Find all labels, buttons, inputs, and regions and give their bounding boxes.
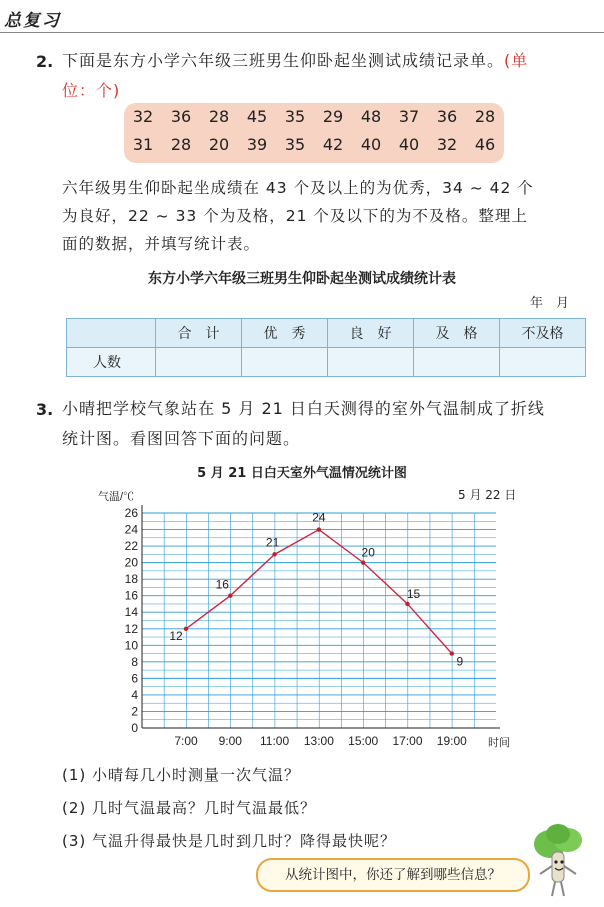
data-label: 24 (312, 510, 326, 525)
q3-text-line2: 统计图。看图回答下面的问题。 (62, 429, 301, 448)
data-point (450, 651, 454, 655)
q2-text-line1: 下面是东方小学六年级三班男生仰卧起坐测试成绩记录单。 (62, 51, 505, 70)
table-header-cell: 优 秀 (242, 319, 328, 348)
y-tick-label: 4 (131, 687, 138, 702)
y-tick-label: 18 (124, 572, 138, 587)
data-label: 12 (169, 628, 183, 643)
y-tick-label: 24 (124, 522, 138, 537)
data-cell: 48 (360, 107, 382, 126)
data-cell: 28 (474, 107, 496, 126)
data-cell: 20 (208, 135, 230, 154)
q2-description (62, 174, 582, 258)
data-cell: 40 (360, 135, 382, 154)
table-header-cell: 及 格 (414, 319, 500, 348)
data-cell: 40 (398, 135, 420, 154)
q3-number: 3. (36, 400, 54, 419)
x-tick-label: 11:00 (260, 734, 290, 748)
header-divider (0, 32, 604, 33)
table-header-cell: 不及格 (500, 319, 586, 348)
speech-bubble: 从统计图中，你还了解到哪些信息？ (256, 858, 530, 892)
question-1: (1) 小晴每几小时测量一次气温？ (62, 766, 301, 784)
y-tick-label: 2 (131, 704, 138, 719)
data-cell: 31 (132, 135, 154, 154)
data-cell: 28 (208, 107, 230, 126)
table-blank-cell[interactable] (414, 348, 500, 377)
stats-table (66, 318, 586, 377)
data-label: 16 (215, 577, 229, 592)
data-label: 20 (361, 545, 375, 560)
chart-date-note: 5 月 22 日 (458, 488, 517, 502)
data-point (405, 602, 409, 606)
x-tick-label: 15:00 (348, 734, 379, 748)
data-cell: 46 (474, 135, 496, 154)
x-axis-label: 时间 (488, 737, 510, 749)
question-2: (2) 几时气温最高？几时气温最低？ (62, 799, 317, 817)
table-title: 东方小学六年级三班男生仰卧起坐测试成绩统计表 (148, 271, 456, 287)
y-tick-label: 0 (131, 721, 138, 735)
table-blank-cell[interactable] (328, 348, 414, 377)
data-cell: 42 (322, 135, 344, 154)
q2-para-line2: 为良好，22 ~ 33 个为及格，21 个及以下的为不及格。整理上 (62, 207, 528, 225)
data-cell: 32 (132, 107, 154, 126)
table-row (67, 348, 586, 377)
table-header-cell: 合 计 (156, 319, 242, 348)
x-tick-label: 7:00 (174, 734, 198, 748)
data-point (228, 593, 232, 597)
question-3: (3) 气温升得最快是几时到几时？降得最快呢？ (62, 832, 397, 850)
data-cell: 35 (284, 135, 306, 154)
table-row-label: 人数 (67, 348, 156, 377)
data-label: 15 (406, 586, 421, 601)
table-date: 年 月 (530, 296, 570, 311)
data-cell: 45 (246, 107, 268, 126)
data-point (184, 627, 188, 631)
y-tick-label: 12 (124, 621, 138, 636)
y-axis-label: 气温/℃ (98, 491, 135, 503)
x-tick-label: 13:00 (303, 734, 334, 748)
table-blank-cell[interactable] (156, 348, 242, 377)
page-header (0, 0, 604, 30)
y-tick-label: 26 (124, 506, 138, 520)
data-point (317, 527, 321, 531)
x-tick-label: 9:00 (218, 734, 242, 748)
q2-text (62, 46, 528, 76)
data-row-1 (124, 107, 504, 135)
q2-para-line1: 六年级男生仰卧起坐成绩在 43 个及以上的为优秀，34 ~ 42 个 (62, 179, 534, 197)
q2-para-line3: 面的数据，并填写统计表。 (62, 235, 261, 253)
y-tick-label: 6 (131, 671, 138, 686)
y-tick-label: 14 (124, 605, 138, 620)
q2-unit-part1: (单 (504, 51, 529, 70)
y-tick-label: 22 (124, 539, 138, 554)
data-label: 9 (456, 654, 464, 669)
data-row-2 (124, 135, 504, 163)
data-cell: 32 (436, 135, 458, 154)
x-tick-label: 17:00 (392, 734, 423, 748)
y-tick-label: 20 (124, 555, 138, 570)
temperature-line-chart (90, 480, 530, 770)
y-tick-label: 16 (124, 588, 138, 603)
chart-grid (142, 505, 500, 728)
q2-number: 2. (36, 52, 54, 71)
data-cell: 35 (284, 107, 306, 126)
y-tick-label: 10 (124, 638, 138, 653)
data-point (272, 552, 276, 556)
table-header-row (67, 319, 586, 348)
x-tick-labels (174, 734, 467, 748)
data-point (361, 560, 365, 564)
x-tick-label: 19:00 (436, 734, 467, 748)
section-title: 总复习 (4, 11, 61, 31)
y-tick-label: 8 (131, 654, 138, 669)
data-cell: 36 (170, 107, 192, 126)
data-label: 21 (265, 535, 280, 550)
q2-unit-part2: 位：个) (62, 81, 121, 100)
data-cell: 28 (170, 135, 192, 154)
y-tick-labels (125, 506, 139, 735)
table-blank-cell[interactable] (500, 348, 586, 377)
chart-title: 5 月 21 日白天室外气温情况统计图 (197, 466, 407, 481)
table-header-cell: 良 好 (328, 319, 414, 348)
data-cell: 37 (398, 107, 420, 126)
data-cell: 36 (436, 107, 458, 126)
data-cell: 29 (322, 107, 344, 126)
table-blank-cell[interactable] (242, 348, 328, 377)
data-cell: 39 (246, 135, 268, 154)
q3-text-line1: 小晴把学校气象站在 5 月 21 日白天测得的室外气温制成了折线 (62, 399, 545, 418)
cartoon-plant-character-icon (528, 822, 588, 902)
table-header-cell (67, 319, 156, 348)
